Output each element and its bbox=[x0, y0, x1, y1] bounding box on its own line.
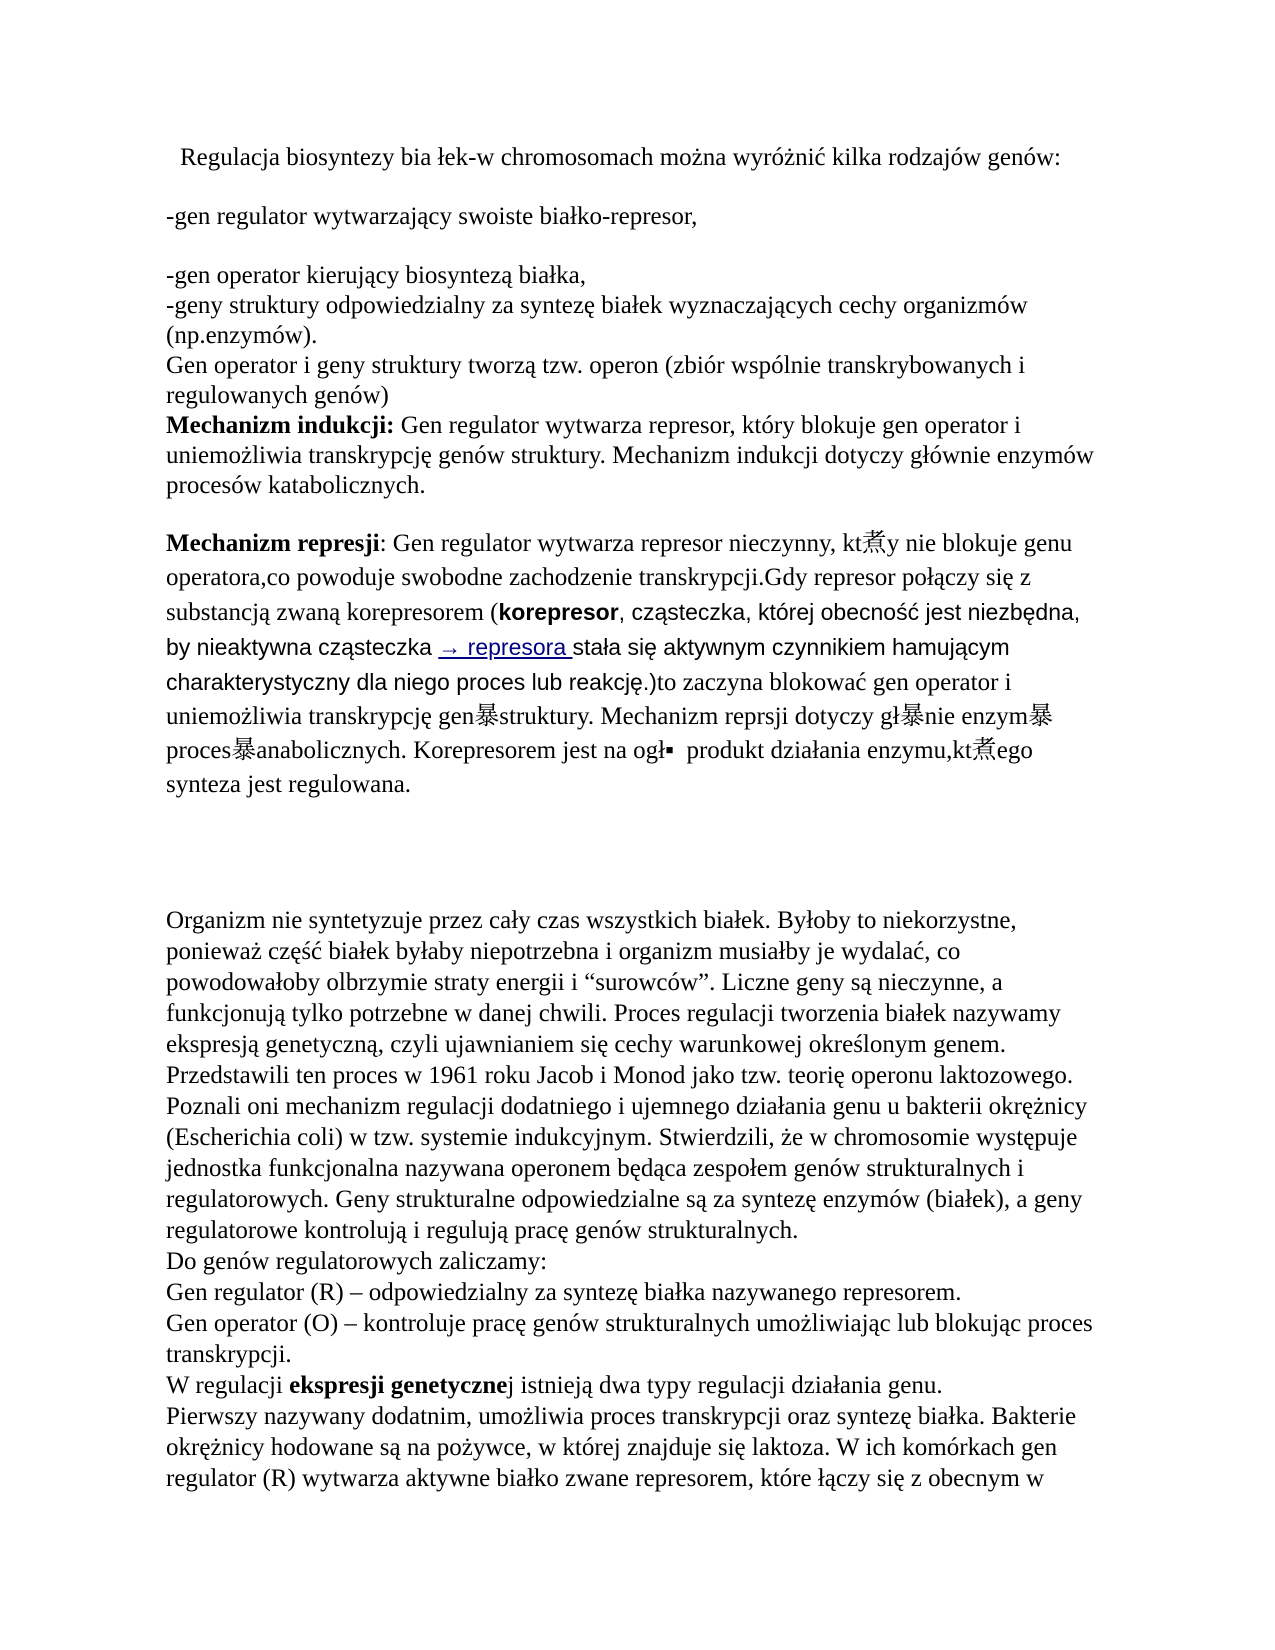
text-run: Organizm nie syntetyzuje przez cały czas wszystkich białek. Byłoby to niekorzystne, ponieważ część białek byłaby niepotrzebna i organizm musiałby je wydalać, co powodowałoby olbrzymie straty energii i “surowców”. Liczne geny są nieczynne, a funkcjonują tylko potrzebne w danej chwili. Proces regulacji tworzenia białek nazywamy ekspresją genetyczną, czyli ujawnianiem się cechy warunkowej określonym genem. Przedstawili ten proces w 1961 roku Jacob i Monod jako tzw. teorię operonu laktozowego. Poznali oni mechanizm regulacji dodatniego i ujemnego działania genu u bakterii okrężnicy (Escherichia coli) w tzw. systemie indukcyjnym. Stwierdzili, że w chromosomie występuje jednostka funkcjonalna nazywana operonem będąca zespołem genów strukturalnych i regulatorowych. Geny strukturalne odpowiedzialne są za syntezę enzymów (białek), a geny regulatorowe kontrolują i regulują pracę genów strukturalnych. bbox=[166, 907, 1088, 1244]
paragraph-final bbox=[166, 1401, 1110, 1494]
paragraph-gen-operator-o bbox=[166, 1308, 1110, 1370]
sans-run: stała się aktywnym czynnikiem hamującym charakterystyczny dla niego proces lub reakcję.) bbox=[166, 634, 1010, 695]
text-run: Gen regulator (R) – odpowiedzialny za syntezę białka nazywanego represorem. bbox=[166, 1279, 962, 1306]
text-run: Do genów regulatorowych zaliczamy: bbox=[166, 1248, 548, 1275]
sans-run: , cząsteczka, której obecność jest niezbędna, by nieaktywna cząsteczka bbox=[166, 599, 1081, 660]
bold-run: ekspresji genetyczne bbox=[289, 1372, 508, 1399]
text-run: -gen regulator wytwarzający swoiste białko-represor, bbox=[166, 203, 698, 230]
list-item-gen-operator bbox=[166, 261, 1110, 291]
text-run: Gen regulator wytwarza represor, który blokuje gen operator i uniemożliwia transkrypcję genów struktury. Mechanizm indukcji dotyczy głównie enzymów procesów katabolicznych. bbox=[166, 412, 1094, 499]
text-run: : Gen regulator wytwarza represor nieczynny, kt煮y nie blokuje genu operatora,co powoduje swobodne zachodzenie transkrypcji.Gdy represor połączy się z substancją zwaną korepresorem ( bbox=[166, 530, 1073, 626]
list-item-geny-struktury bbox=[166, 291, 1110, 351]
paragraph-operon-theory bbox=[166, 905, 1110, 1246]
paragraph-intro bbox=[166, 143, 1110, 173]
text-run: -gen operator kierujący biosyntezą białka, bbox=[166, 262, 586, 289]
text-run: to zaczyna blokować gen operator i uniemożliwia transkrypcję gen暴struktury. Mechanizm reprsji dotyczy gł暴nie enzym暴 proces暴anabolicznych. Korepresorem jest na ogł▪ produkt działania enzymu,kt煮ego synteza jest regulowana. bbox=[166, 669, 1054, 798]
paragraph-mechanizm-represji bbox=[166, 527, 1110, 802]
text-run: Pierwszy nazywany dodatnim, umożliwia proces transkrypcji oraz syntezę białka. Bakterie okrężnicy hodowane są na pożywce, w której znajduje się laktoza. W ich komórkach gen regulator (R) wytwarza aktywne białko zwane represorem, które łączy się z obecnym w bbox=[166, 1403, 1077, 1492]
bold-sans-run: korepresor bbox=[498, 599, 619, 625]
text-run: Gen operator (O) – kontroluje pracę genów strukturalnych umożliwiając lub blokując proces transkrypcji. bbox=[166, 1310, 1093, 1368]
text-run: Gen operator i geny struktury tworzą tzw. operon (zbiór wspólnie transkrybowanych i regulowanych genów) bbox=[166, 352, 1026, 409]
represora-link[interactable]: → represora bbox=[438, 634, 573, 660]
list-item-gen-regulator bbox=[166, 202, 1110, 232]
paragraph-ekspresja-genetyczna bbox=[166, 1370, 1110, 1401]
paragraph-mechanizm-indukcji bbox=[166, 411, 1110, 501]
bold-heading-run: Mechanizm represji bbox=[166, 530, 380, 557]
paragraph-geny-regulatorowe-header bbox=[166, 1246, 1110, 1277]
text-run: -geny struktury odpowiedzialny za syntezę białek wyznaczających cechy organizmów (np.enzymów). bbox=[166, 292, 1028, 349]
bold-heading-run: Mechanizm indukcji: bbox=[166, 412, 395, 439]
text-run: W regulacji bbox=[166, 1372, 290, 1399]
text-run: Regulacja biosyntezy bia łek-w chromosomach można wyróżnić kilka rodzajów genów: bbox=[180, 144, 1061, 171]
text-run: j istnieją dwa typy regulacji działania genu. bbox=[507, 1372, 943, 1399]
paragraph-gen-regulator-r bbox=[166, 1277, 1110, 1308]
paragraph-operon-definition bbox=[166, 351, 1110, 411]
